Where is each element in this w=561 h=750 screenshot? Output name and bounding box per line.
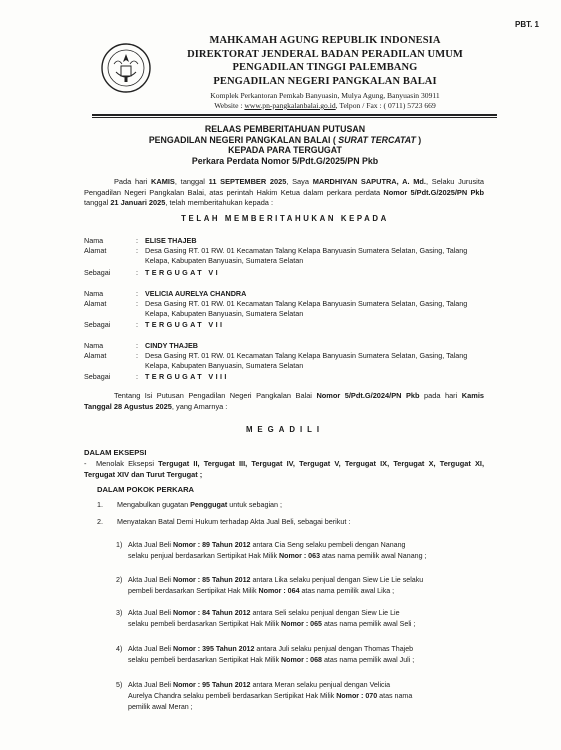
letterhead-line-3: PENGADILAN TINGGI PALEMBANG: [232, 62, 418, 73]
letterhead: [160, 34, 490, 111]
tentang-paragraph: Tentang Isi Putusan Pengadilan Negeri Pangkalan Balai Nomor 5/Pdt.G/2024/PN Pkb pada hari Kamis Tanggal 28 Agustus 2025, yang Amarnya :: [84, 391, 484, 411]
website-link[interactable]: www.pn-pangkalanbalai.go.id: [244, 101, 336, 110]
letterhead-rule-thick: [92, 114, 497, 116]
pokok-perkara-heading: DALAM POKOK PERKARA: [97, 485, 195, 494]
mengadili-heading: MEGADILI: [245, 425, 325, 434]
akta-item-text: Akta Jual Beli Nomor : 84 Tahun 2012 antara Seli selaku penjual dengan Siew Lie Lie selaku pembeli berdasarkan Sertipikat Hak Milik Nomor : 065 atas nama pemilik awal Seli ;: [128, 609, 416, 629]
eksepsi-heading: DALAM EKSEPSI: [84, 448, 147, 457]
notified-heading: TELAH MEMBERITAHUKAN KEPADA: [181, 214, 389, 223]
party-3-address-row: Alamat : Desa Gasing RT. 01 RW. 01 Kecamatan Talang Kelapa Banyuasin Sumatera Selatan, Gasing, Talang Kelapa, Kabupaten Banyuasin, Sumatera Selatan: [84, 351, 468, 370]
akta-item-text: Akta Jual Beli Nomor : 95 Tahun 2012 antara Meran selaku penjual dengan Velicia Aurelya Chandra selaku pembeli berdasarkan Sertipikat Hak Milik Nomor : 070 atas nama pemilik awal Meran ;: [128, 681, 413, 712]
letterhead-contact: Website : www.pn-pangkalanbalai.go.id, Telpon / Fax : ( 0711) 5723 669: [214, 101, 436, 110]
akta-item-text: Akta Jual Beli Nomor : 85 Tahun 2012 antara Lika selaku penjual dengan Siew Lie Lie selaku pembeli berdasarkan Sertipikat Hak Milik Nomor : 064 atas nama pemilik awal Lika ;: [128, 576, 424, 596]
letterhead-line-2: DIREKTORAT JENDERAL BADAN PERADILAN UMUM: [187, 48, 463, 60]
party-2-address-row: Alamat : Desa Gasing RT. 01 RW. 01 Kecamatan Talang Kelapa Banyuasin Sumatera Selatan, Gasing, Talang Kelapa, Kabupaten Banyuasin, Sumatera Selatan: [84, 299, 468, 318]
document-title: RELAAS PEMBERITAHUAN PUTUSAN PENGADILAN NEGERI PANGKALAN BALAI ( SURAT TERCATAT ) KEPADA PARA TERGUGAT Perkara Perdata Nomor 5/Pdt.G/2025/PN Pkb: [148, 124, 422, 166]
letterhead-rule-thin: [92, 117, 497, 118]
court-emblem-logo: [100, 42, 152, 94]
akta-item-number: 3): [116, 609, 123, 617]
document-page: PBT. 1 MAHKAMAH AGUNG REPUBLIK INDONESIA DIREKTORAT JENDERAL BADAN PERADILAN UMUM PENGADILAN TINGGI PALEMBANG PENGADILAN NEGERI PANGKALAN BALAI Komplek Perkantoran Pemkab Banyuasin, Mulya Agung, Banyuasin 30911 Website : www.pn-pangkalanbalai.go.id, Telpon / Fax : ( 0711) 5723 669 RELAAS PEMBERITAHUAN PUTUSAN PENGADILAN NEGERI PANGKALAN BALAI ( SURAT TERCATAT ) KEPADA PARA TERGUGAT Perkara Perdata Nomor 5/Pdt.G/2025/PN Pkb Pada hari KAMIS, tanggal 11 SEPTEMBER 2025, Saya MARDHIYAN SAPUTRA, A. Md., Selaku Jurusita Pengadilan Negeri Pangkalan Balai, atas perintah Hakim Ketua dalam perkara perdata Nomor 5/Pdt.G/2025/PN Pkb tanggal 21 Januari 2025, telah memberitahukan kepada : TELAH MEMBERITAHUKAN KEPADA Nama : ELISE THAJEB Alamat : Desa Gasing RT. 01 RW. 01 Kecamatan Talang Kelapa Banyuasin Sumatera Selatan, Gasing, Talang Kelapa, Kabupaten Banyuasin, Sumatera Selatan Sebagai : TERGUGAT VI Nama : VELICIA AURELYA CHANDRA Alamat : Desa Gasing RT. 01 RW. 01 Kecamatan Talang Kelapa Banyuasin Sumatera Selatan, Gasing, Talang Kelapa, Kabupaten Banyuasin, Sumatera Selatan Sebagai : TERGUGAT VII Nama : CINDY THAJEB Alamat : Desa Gasing RT. 01 RW. 01 Kecamatan Talang Kelapa Banyuasin Sumatera Selatan, Gasing, Talang Kelapa, Kabupaten Banyuasin, Sumatera Selatan Sebagai : TERGUGAT VIII Tentang Isi Putusan Pengadilan Negeri Pangkalan Balai Nomor 5/Pdt.G/2024/PN Pkb pada hari Kamis Tanggal 28 Agustus 2025, yang Amarnya : MEGADILI DALAM EKSEPSI - Menolak Eksepsi Tergugat II, Tergugat III, Tergugat IV, Tergugat V, Tergugat IX, Tergugat X, Tergugat XI, Tergugat XIV dan Turut Tergugat ; DALAM POKOK PERKARA 1. Mengabulkan gugatan Penggugat untuk sebagian ; 2. Menyatakan Batal Demi Hukum terhadap Akta Jual Beli, sebagai berikut : 1) Akta Jual Beli Nomor : 89 Tahun 2012 antara Cia Seng selaku pembeli dengan Nanang selaku penjual berdasarkan Sertipikat Hak Milik Nomor : 063 atas nama pemilik awal Nanang ; 2) Akta Jual Beli Nomor : 85 Tahun 2012 antara Lika selaku penjual dengan Siew Lie Lie selaku pembeli berdasarkan Sertipikat Hak Milik Nomor : 064 atas nama pemilik awal Lika ; 3) Akta Jual Beli Nomor : 84 Tahun 2012 antara Seli selaku penjual dengan Siew Lie Lie selaku pembeli berdasarkan Sertipikat Hak Milik Nomor : 065 atas nama pemilik awal Seli ; 4) Akta Jual Beli Nomor : 395 Tahun 2012 antara Juli selaku penjual dengan Thomas Thajeb selaku pembeli berdasarkan Sertipikat Hak Milik Nomor : 068 atas nama pemilik awal Juli ; 5) Akta Jual Beli Nomor : 95 Tahun 2012 antara Meran selaku penjual dengan Velicia Aurelya Chandra selaku pembeli berdasarkan Sertipikat Hak Milik Nomor : 070 atas nama pemilik awal Meran ;: [0, 0, 561, 750]
akta-item-text: Akta Jual Beli Nomor : 395 Tahun 2012 antara Juli selaku penjual dengan Thomas Thajeb selaku pembeli berdasarkan Sertipikat Hak Milik Nomor : 068 atas nama pemilik awal Juli ;: [128, 645, 415, 665]
eksepsi-text: - Menolak Eksepsi Tergugat II, Tergugat III, Tergugat IV, Tergugat V, Tergugat IX, Tergugat X, Tergugat XI, Tergugat XIV dan Turut Tergugat ;: [84, 459, 485, 479]
akta-item-number: 5): [116, 681, 123, 689]
page-code: PBT. 1: [514, 20, 539, 29]
akta-item-text: Akta Jual Beli Nomor : 89 Tahun 2012 antara Cia Seng selaku pembeli dengan Nanang selaku penjual berdasarkan Sertipikat Hak Milik Nomor : 063 atas nama pemilik awal Nanang ;: [128, 541, 427, 561]
akta-item-number: 1): [116, 541, 123, 549]
letterhead-address: Komplek Perkantoran Pemkab Banyuasin, Mulya Agung, Banyuasin 30911: [210, 91, 440, 100]
intro-paragraph: Pada hari KAMIS, tanggal 11 SEPTEMBER 2025, Saya MARDHIYAN SAPUTRA, A. Md., Selaku Jurusita Pengadilan Negeri Pangkalan Balai, atas perintah Hakim Ketua dalam perkara perdata Nomor 5/Pdt.G/2025/PN Pkb tanggal 21 Januari 2025, telah memberitahukan kepada :: [84, 177, 484, 207]
akta-item-number: 2): [116, 576, 123, 584]
party-1-address-row: Alamat : Desa Gasing RT. 01 RW. 01 Kecamatan Talang Kelapa Banyuasin Sumatera Selatan, Gasing, Talang Kelapa, Kabupaten Banyuasin, Sumatera Selatan: [84, 246, 468, 265]
akta-item-number: 4): [116, 645, 123, 653]
letterhead-line-4: PENGADILAN NEGERI PANGKALAN BALAI: [213, 75, 437, 87]
letterhead-line-1: MAHKAMAH AGUNG REPUBLIK INDONESIA: [209, 35, 441, 46]
